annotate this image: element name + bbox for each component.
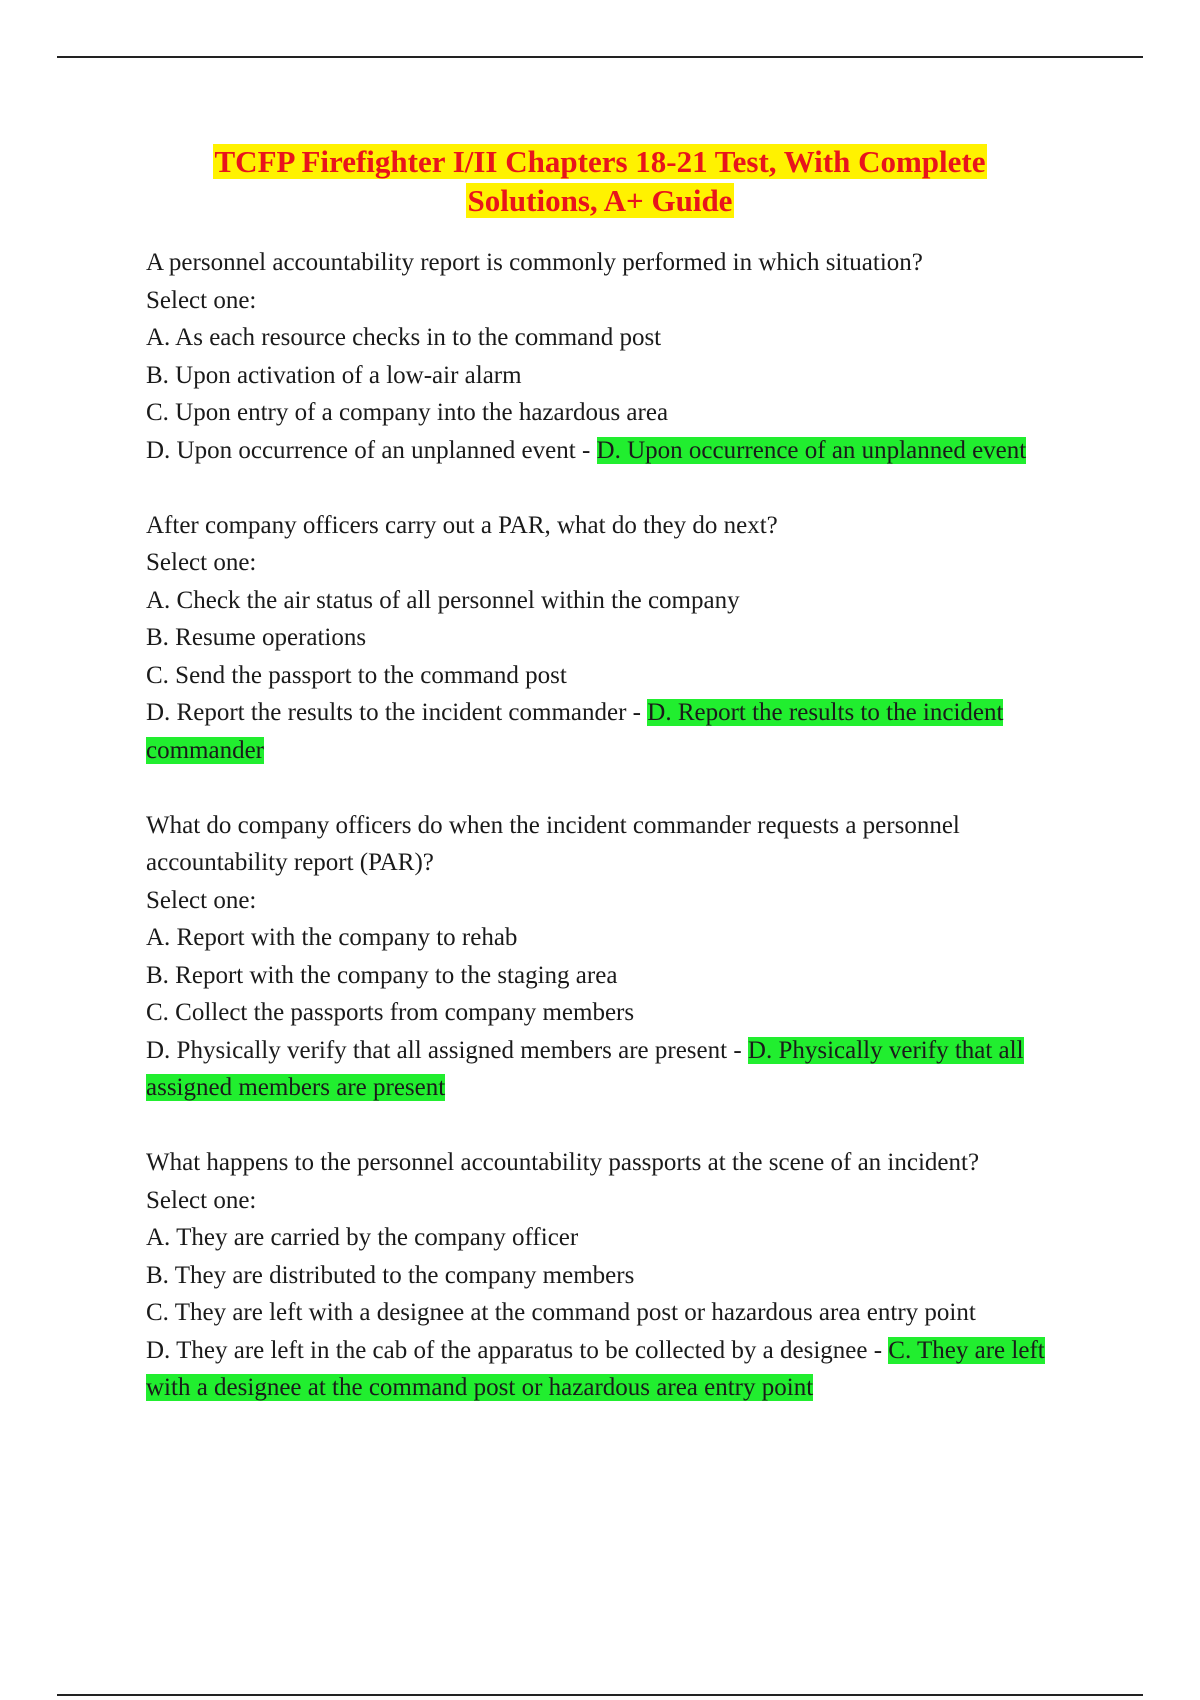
highlighted-answer: D. Upon occurrence of an unplanned event	[596, 436, 1027, 464]
select-label: Select one:	[146, 549, 257, 576]
option-a: A. Check the air status of all personnel within the company	[146, 586, 740, 614]
footer-rule	[57, 1694, 1143, 1696]
question-list	[146, 244, 1086, 1444]
title-line-1: TCFP Firefighter I/II Chapters 18-21 Test, With Complete	[214, 144, 986, 179]
question-block-2	[146, 507, 1086, 770]
option-d: D. They are left in the cab of the apparatus to be collected by a designee -	[146, 1336, 883, 1364]
option-c: C. Upon entry of a company into the hazardous area	[146, 399, 669, 426]
question-prompt: What happens to the personnel accountability passports at the scene of an incident?	[146, 1149, 980, 1176]
option-b: B. Report with the company to the staging area	[146, 961, 618, 989]
highlighted-answer: C. They are left with a designee at the command post or hazardous area entry point	[146, 1336, 1045, 1401]
option-d: D. Upon occurrence of an unplanned event -	[146, 436, 591, 464]
header-rule	[57, 56, 1143, 58]
question-block-1	[146, 244, 1086, 469]
option-c: C. Send the passport to the command post	[146, 661, 567, 689]
highlighted-answer: D. Report the results to the incident commander	[146, 699, 1004, 764]
option-d: D. Report the results to the incident commander -	[146, 699, 642, 726]
highlighted-answer: D. Physically verify that all assigned members are present	[146, 1036, 1024, 1101]
option-a: A. As each resource checks in to the command post	[146, 324, 662, 351]
select-label: Select one:	[146, 286, 257, 314]
question-prompt: What do company officers do when the incident commander requests a personnel accountability report (PAR)?	[146, 811, 960, 876]
option-a: A. Report with the company to rehab	[146, 924, 518, 951]
question-prompt: After company officers carry out a PAR, what do they do next?	[146, 511, 778, 539]
option-b: B. Upon activation of a low-air alarm	[146, 361, 522, 389]
question-block-3	[146, 807, 1086, 1107]
option-c: C. They are left with a designee at the command post or hazardous area entry point	[146, 1299, 976, 1326]
question-block-4	[146, 1144, 1086, 1407]
option-d-with-answer	[146, 1032, 1086, 1107]
document-title	[120, 142, 1080, 220]
option-d: D. Physically verify that all assigned members are present -	[146, 1036, 742, 1064]
option-b: B. Resume operations	[146, 624, 367, 651]
option-a: A. They are carried by the company officer	[146, 1224, 579, 1251]
option-c: C. Collect the passports from company members	[146, 999, 635, 1026]
option-b: B. They are distributed to the company members	[146, 1261, 635, 1289]
select-label: Select one:	[146, 1186, 257, 1214]
select-label: Select one:	[146, 886, 257, 914]
question-prompt: A personnel accountability report is commonly performed in which situation?	[146, 249, 923, 276]
option-d-with-answer	[146, 694, 1086, 769]
option-d-with-answer	[146, 432, 1086, 470]
title-line-2: Solutions, A+ Guide	[467, 183, 733, 218]
option-d-with-answer	[146, 1332, 1086, 1407]
